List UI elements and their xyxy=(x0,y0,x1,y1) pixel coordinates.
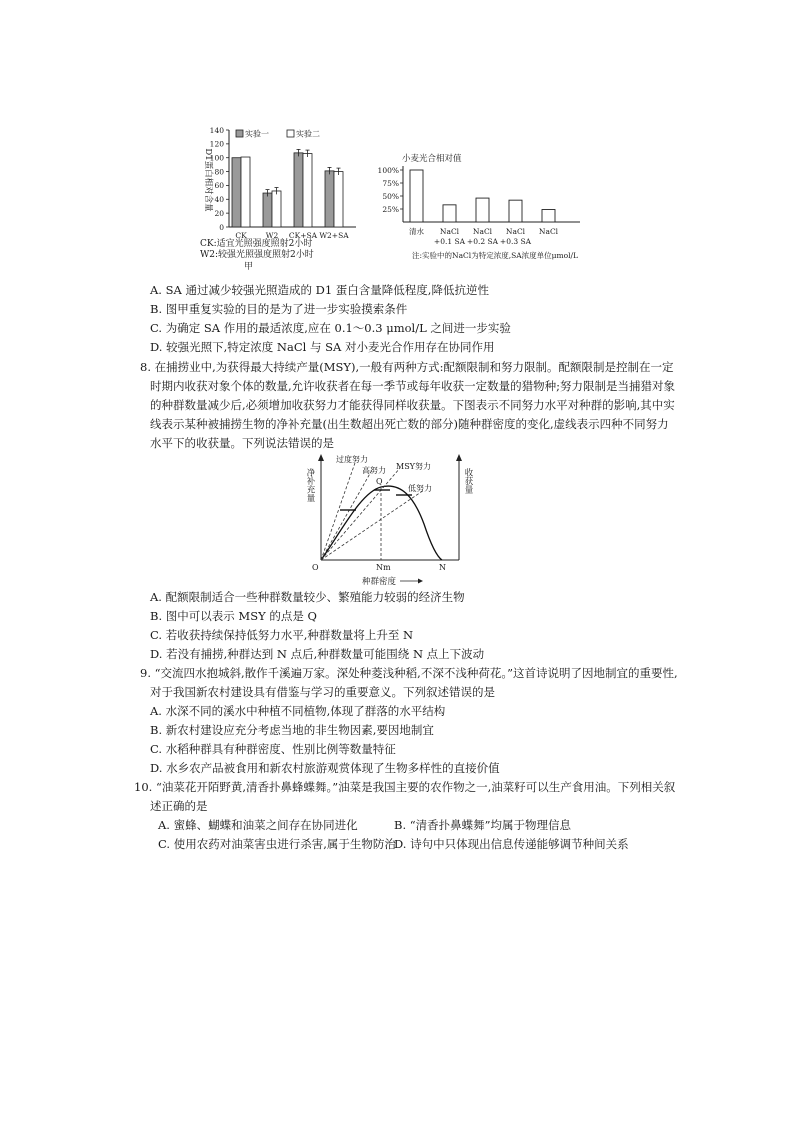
q9-option-a: A. 水深不同的溪水中种植不同植物,体现了群落的水平结构 xyxy=(150,704,446,718)
label-nm: Nm xyxy=(376,563,391,572)
q10-option-b: B. “清香扑鼻蝶舞”均属于物理信息 xyxy=(394,818,572,832)
chart-a-ytick-label: 40 xyxy=(214,195,224,205)
chart-b-bar xyxy=(542,210,555,222)
net-recruitment-curve xyxy=(321,486,442,560)
chart-a-ylabel: D1蛋白相对含量 xyxy=(203,148,213,212)
chart-b-xtick-label: NaCl xyxy=(439,227,460,236)
chart-c-ylabel-left: 净补充量 xyxy=(305,468,315,502)
chart-a-ytick-label: 100 xyxy=(209,153,224,163)
chart-b-xtick-label: NaCl xyxy=(538,227,559,236)
chart-c-ylabel-right: 收获量 xyxy=(463,468,473,494)
chart-b-xtick-sublabel: +0.3 SA xyxy=(499,237,532,246)
q10-option-c: C. 使用农药对油菜害虫进行杀害,属于生物防治 xyxy=(158,837,396,851)
q8-option-a: A. 配额限制适合一些种群数量较少、繁殖能力较弱的经济生物 xyxy=(150,590,465,604)
chart-b-bar xyxy=(509,200,522,222)
chart-b-note: 注:实验中的NaCl为特定浓度,SA浓度单位μmol/L xyxy=(412,251,579,260)
chart-b-photosynthesis xyxy=(377,150,606,260)
q8-stem-3: 的种群数量减少后,必须增加收获努力才能获得同样收获量。下图表示不同努力水平对种群的影响,其中实 xyxy=(150,398,675,412)
q10-option-d: D. 诗句中只体现出信息传递能够调节种间关系 xyxy=(394,837,629,851)
q10-stem-1: 10. “油菜花开陌野黄,清香扑鼻蜂蝶舞。”油菜是我国主要的农作物之一,油菜籽可以生产食用油。下列相关叙 xyxy=(134,780,676,794)
chart-a-xtick-label: W2+SA xyxy=(319,231,349,240)
chart-a-bar-exp1 xyxy=(294,153,303,227)
q8-option-b: B. 图中可以表示 MSY 的点是 Q xyxy=(150,609,317,623)
chart-b-xtick-label: 清水 xyxy=(409,227,424,236)
q9-option-b: B. 新农村建设应充分考虑当地的非生物因素,要因地制宜 xyxy=(150,723,434,737)
chart-a-bar-exp2 xyxy=(241,157,250,227)
chart-b-ytick-label: 25% xyxy=(382,204,399,214)
q7-option-b: B. 图甲重复实验的目的是为了进一步实验摸索条件 xyxy=(150,302,408,316)
q10-stem-2: 述正确的是 xyxy=(150,799,208,813)
chart-b-ytick-label: 50% xyxy=(382,191,399,201)
q10-option-a: A. 蜜蜂、蝴蝶和油菜之间存在协同进化 xyxy=(158,818,358,832)
chart-b-xtick-label: NaCl xyxy=(505,227,526,236)
label-low-effort: 低努力 xyxy=(408,484,432,493)
chart-a-xtick-label: W2 xyxy=(265,231,279,240)
label-point-q: Q xyxy=(376,477,383,486)
label-over-effort: 过度努力 xyxy=(336,455,368,464)
q9-stem-1: 9. “交流四水抱城斜,散作千溪遍万家。深处种菱浅种稻,不深不浅种荷花。”这首诗说明了因地制宜的重要性, xyxy=(140,666,678,680)
chart-a-bar-exp2 xyxy=(272,191,281,227)
q9-stem-2: 对于我国新农村建设具有借鉴与学习的重要意义。下列叙述错误的是 xyxy=(150,685,495,699)
chart-a-bar-exp1 xyxy=(325,171,334,227)
legend-swatch-exp1 xyxy=(236,130,243,137)
chart-a-bar-exp2 xyxy=(303,154,312,227)
chart-b-xtick-sublabel: +0.1 SA xyxy=(433,237,466,246)
chart-a-bar-exp1 xyxy=(263,193,272,227)
chart-a-note-1: CK:适宜光照强度照射2小时 xyxy=(200,239,313,249)
q7-option-d: D. 较强光照下,特定浓度 NaCl 与 SA 对小麦光合作用存在协同作用 xyxy=(150,340,495,354)
q8-option-d: D. 若没有捕捞,种群达到 N 点后,种群数量可能围绕 N 点上下波动 xyxy=(150,647,485,661)
q7-option-c: C. 为确定 SA 作用的最适浓度,应在 0.1～0.3 μmol/L 之间进一步实验 xyxy=(150,321,511,335)
label-high-effort: 高努力 xyxy=(362,466,386,475)
chart-a-ytick-label: 120 xyxy=(209,139,224,149)
label-origin: O xyxy=(312,563,319,572)
chart-a-ytick-label: 60 xyxy=(214,181,224,191)
chart-b-ytick-label: 75% xyxy=(382,178,399,188)
chart-a-ytick-label: 80 xyxy=(214,167,224,177)
chart-b-ytick-label: 100% xyxy=(377,165,399,175)
chart-a-xtick-label: CK+SA xyxy=(288,231,318,240)
q9-option-d: D. 水乡农产品被食用和新农村旅游观赏体现了生物多样性的直接价值 xyxy=(150,761,500,775)
chart-b-title: 小麦光合相对值 xyxy=(402,154,462,164)
effort-line-high xyxy=(321,470,372,560)
chart-a-xtick-label: CK xyxy=(235,231,247,240)
q8-option-c: C. 若收获持续保持低努力水平,种群数量将上升至 N xyxy=(150,628,414,642)
legend-swatch-exp2 xyxy=(287,130,294,137)
label-msy-effort: MSY努力 xyxy=(396,462,431,471)
chart-c-fishing-effort xyxy=(296,452,496,592)
q7-option-a: A. SA 通过减少较强光照造成的 D1 蛋白含量降低程度,降低抗逆性 xyxy=(150,283,489,297)
chart-b-xtick-label: NaCl xyxy=(472,227,493,236)
q8-stem-1: 8. 在捕捞业中,为获得最大持续产量(MSY),一般有两种方式:配额限制和努力限制。配额限制是控制在一定 xyxy=(140,360,674,374)
chart-a-ytick-label: 0 xyxy=(219,222,224,232)
q8-stem-5: 水平下的收获量。下列说法错误的是 xyxy=(150,436,334,450)
chart-a-bar-exp1 xyxy=(232,158,241,227)
chart-b-xtick-sublabel: +0.2 SA xyxy=(466,237,499,246)
legend-exp1: 实验一 xyxy=(245,129,269,139)
chart-a-caption: 甲 xyxy=(244,262,254,272)
effort-line-low xyxy=(321,490,424,560)
legend-exp2: 实验二 xyxy=(296,129,320,139)
chart-a-ytick-label: 20 xyxy=(214,208,224,218)
chart-a-ytick-label: 140 xyxy=(209,125,224,135)
q9-option-c: C. 水稻种群具有种群密度、性别比例等数量特征 xyxy=(150,742,396,756)
chart-b-bar xyxy=(443,205,456,222)
label-n: N xyxy=(439,563,446,572)
chart-a-note-2: W2:较强光照强度照射2小时 xyxy=(200,250,314,260)
q8-stem-2: 时期内收获对象个体的数量,允许收获者在每一季节或每年收获一定数量的猎物种;努力限制是当捕猎对象 xyxy=(150,379,676,393)
chart-b-bar xyxy=(476,198,489,222)
q8-stem-4: 线表示某种被捕捞生物的净补充量(出生数超出死亡数的部分)随种群密度的变化,虚线表示四种不同努力 xyxy=(150,417,669,431)
chart-c-xlabel: 种群密度 xyxy=(362,577,397,587)
chart-a-bar-exp2 xyxy=(334,172,343,227)
chart-b-bar xyxy=(410,170,423,222)
chart-a-d1-protein xyxy=(196,124,376,299)
